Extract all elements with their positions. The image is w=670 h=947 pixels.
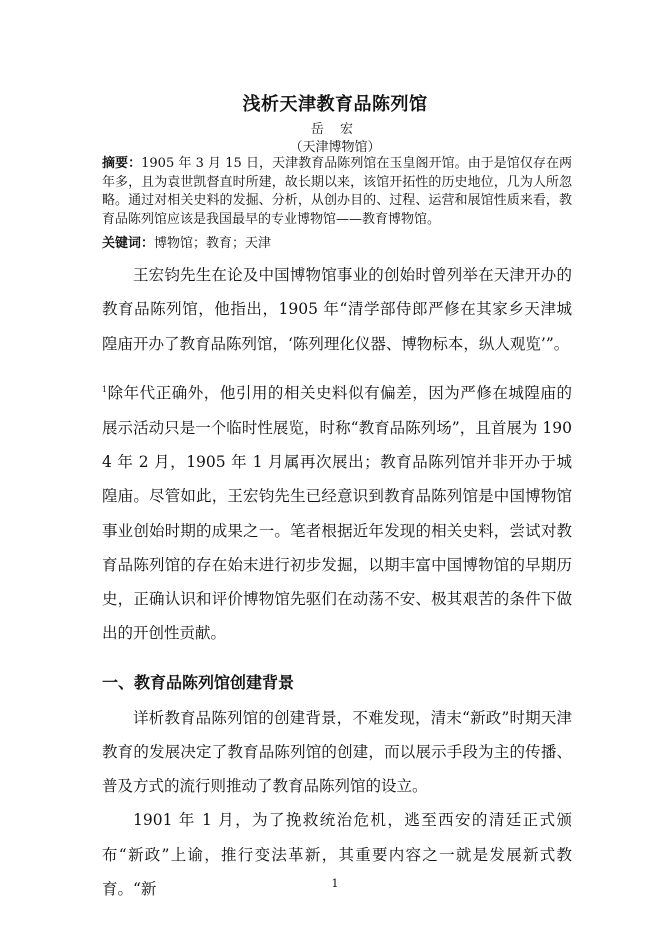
keywords: [102, 232, 572, 251]
paper-title: 浅析天津教育品陈列馆: [242, 94, 428, 115]
paragraph-1-continued: [102, 376, 572, 650]
body-text: [102, 258, 572, 906]
page-number: 1: [331, 877, 339, 890]
paragraph-1-continued-text: 除年代正确外，他引用的相关史料似有偏差，因为严修在城隍庙的展示活动只是一个临时性展览，时称“教育品陈列场”，且首展为 1904 年 2 月，1905 年 1 月属再次展出；教育品陈列馆并非开办于城隍庙。尽管如此，王宏钧先生已经意识到教育品陈列馆是中国博物馆事业创始时期的成果之一。笔者根据近年发现的相关史料，尝试对教育品陈列馆的存在始末进行初步发掘，以期丰富中国博物馆的早期历史，正确认识和评价博物馆先驱们在动荡不安、极其艰苦的条件下做出的开创性贡献。: [102, 384, 572, 643]
author-name: 岳 宏: [310, 122, 360, 137]
section-heading-1: 一、教育品陈列馆创建背景: [102, 673, 295, 693]
footnote-ref: 1: [102, 385, 108, 395]
author-affiliation: （天津博物馆）: [289, 140, 381, 155]
abstract: [102, 155, 572, 229]
abstract-text: 1905 年 3 月 15 日，天津教育品陈列馆在玉皇阁开馆。由于是馆仅存在两年多，且为袁世凯督直时所建，故长期以来，该馆开拓性的历史地位，几为人所忽略。通过对相关史料的发掘、分析，从创办目的、过程、运营和展馆性质来看，教育品陈列馆应该是我国最早的专业博物馆——教育博物馆。: [102, 156, 572, 227]
abstract-label: 摘要：: [102, 156, 142, 171]
paragraph-1: 王宏钧先生在论及中国博物馆事业的创始时曾列举在天津开办的教育品陈列馆，他指出，1905 年“清学部侍郎严修在其家乡天津城隍庙开办了教育品陈列馆，‘陈列理化仪器、博物标本，纵人观览’”。: [102, 266, 572, 353]
keywords-label: 关键词：: [102, 236, 155, 251]
paragraph-3: 1901 年 1 月，为了挽救统治危机，逃至西安的清廷正式颁布“新政”上谕，推行变法革新，其重要内容之一就是发展新式教育。“新: [102, 811, 572, 899]
keywords-text: 博物馆；教育；天津: [154, 236, 272, 251]
paragraph-2: 详析教育品陈列馆的创建背景，不难发现，清末“新政”时期天津教育的发展决定了教育品陈列馆的创建，而以展示手段为主的传播、普及方式的流行则推动了教育品陈列馆的设立。: [102, 708, 572, 796]
